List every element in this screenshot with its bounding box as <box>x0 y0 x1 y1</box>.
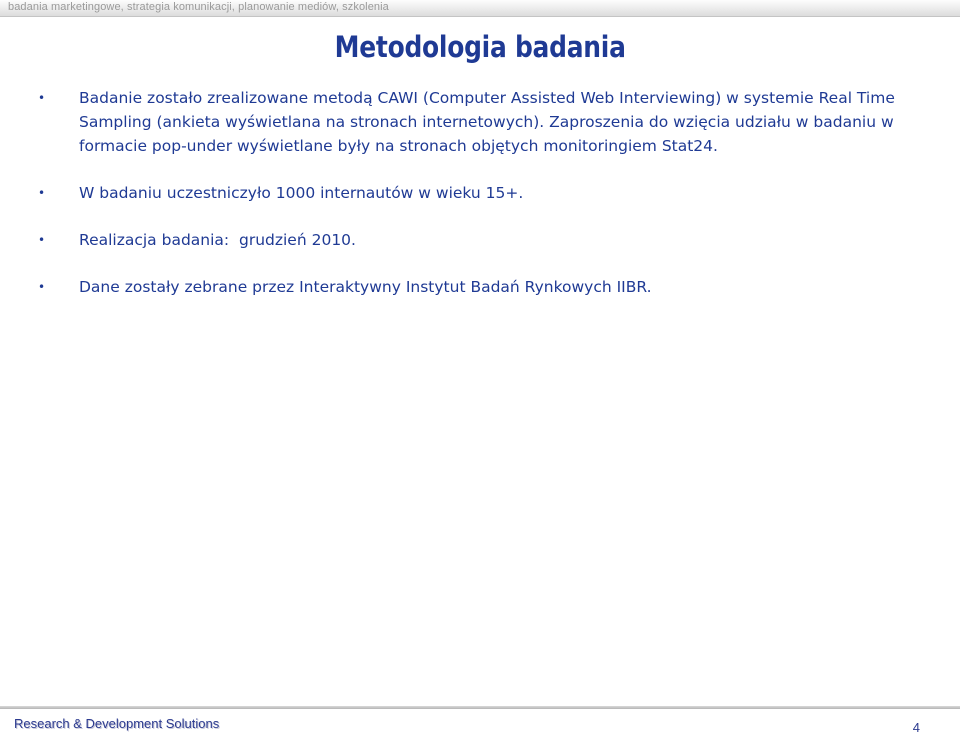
bullet-text: Realizacja badania: grudzień 2010. <box>79 231 356 249</box>
list-item <box>38 275 928 299</box>
bullet-icon: • <box>38 280 46 294</box>
bullet-list <box>38 86 928 322</box>
footer-company: Research & Development Solutions <box>14 716 220 731</box>
slide-title-text: Metodologia badania <box>334 30 626 64</box>
bullet-icon: • <box>38 233 46 247</box>
list-item <box>38 86 928 158</box>
bullet-icon: • <box>38 186 46 200</box>
header-bar <box>0 0 960 17</box>
list-item <box>38 181 928 205</box>
bullet-icon: • <box>38 91 46 105</box>
list-item <box>38 228 928 252</box>
bullet-text: Badanie zostało zrealizowane metodą CAWI (Computer Assisted Web Interviewing) w systemie Real Time Sampling (ankieta wyświetlana na stronach internetowych). Zaproszenia do wzięcia udziału w badaniu w formacie pop-under wyświetlane były na stronach objętych monitoringiem Stat24. <box>79 89 895 155</box>
bullet-text: W badaniu uczestniczyło 1000 internautów w wieku 15+. <box>79 184 524 202</box>
header-tagline: badania marketingowe, strategia komunikacji, planowanie mediów, szkolenia <box>8 1 389 13</box>
slide-title <box>0 30 960 64</box>
bullet-text: Dane zostały zebrane przez Interaktywny Instytut Badań Rynkowych IIBR. <box>79 278 652 296</box>
page-number: 4 <box>912 720 920 735</box>
footer-divider <box>0 706 960 709</box>
